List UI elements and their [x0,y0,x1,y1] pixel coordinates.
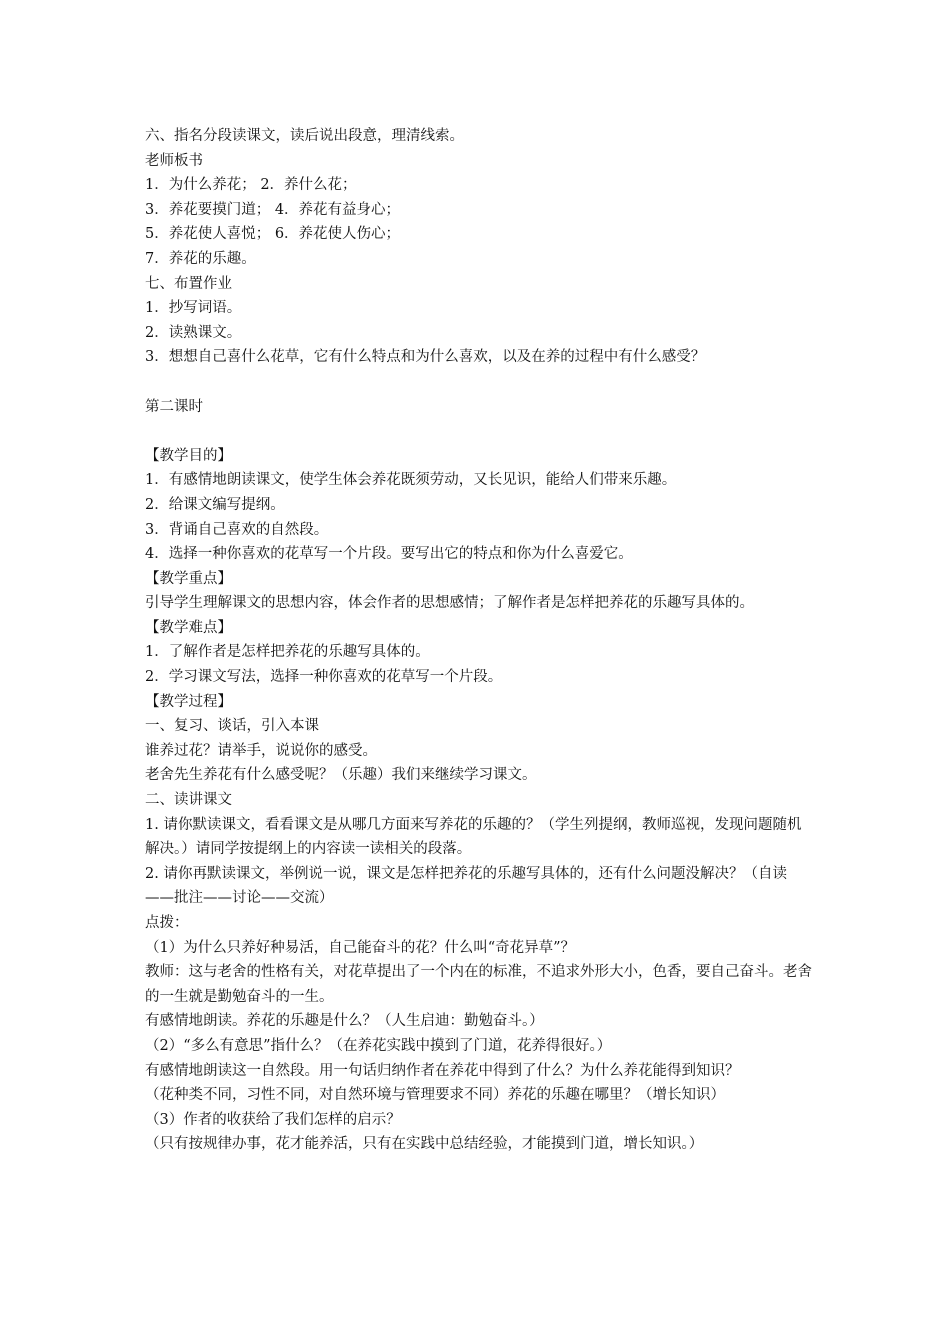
process-line: 一、复习、谈话，引入本课 [145,718,319,735]
process-line: （花种类不同，习性不同，对自然环境与管理要求不同）养花的乐趣在哪里？（增长知识） [145,1087,725,1104]
process-line: （2）“多么有意思”指什么？（在养花实践中摸到了门道，花养得很好。） [145,1037,612,1054]
process-line: 二、读讲课文 [145,792,232,809]
board-line: 1．为什么养花； 2．养什么花； [145,177,357,194]
process-line: 1. 请你默读课文，看看课文是从哪几方面来写养花的乐趣的？（学生列提纲，教师巡视，发现问题随机解决。）请同学按提纲上的内容读一读相关的段落。 [145,816,802,858]
goal-item: 4．选择一种你喜欢的花草写一个片段。要写出它的特点和你为什么喜爱它。 [145,546,633,563]
process-line: 点拨： [145,915,189,931]
blank-line [145,370,815,395]
goals-heading: 【教学目的】 [145,447,232,464]
process-line: （3）作者的收获给了我们怎样的启示？ [145,1111,401,1128]
difficulty-item: 1．了解作者是怎样把养花的乐趣写具体的。 [145,644,430,661]
homework-item: 2．读熟课文。 [145,324,242,341]
blank-line [145,419,815,444]
document-page [145,124,815,1157]
process-line: 有感情地朗读。养花的乐趣是什么？（人生启迪：勤勉奋斗。） [145,1013,544,1030]
board-line: 5．养花使人喜悦； 6．养花使人伤心； [145,226,401,243]
lesson-two-title: 第二课时 [145,398,203,415]
goal-item: 1．有感情地朗读课文，使学生体会养花既须劳动，又长见识，能给人们带来乐趣。 [145,472,677,489]
process-line: 老舍先生养花有什么感受呢？（乐趣）我们来继续学习课文。 [145,767,537,784]
goal-item: 3．背诵自己喜欢的自然段。 [145,521,329,538]
section-six-heading: 六、指名分段读课文，读后说出段意，理清线索。 [145,128,464,144]
board-line: 7．养花的乐趣。 [145,250,256,267]
process-heading: 【教学过程】 [145,693,232,710]
difficulty-heading: 【教学难点】 [145,619,232,636]
process-line: 谁养过花？请举手，说说你的感受。 [145,742,377,759]
process-line: 有感情地朗读这一自然段。用一句话归纳作者在养花中得到了什么？为什么养花能得到知识？ [145,1062,740,1079]
key-point-heading: 【教学重点】 [145,570,232,587]
homework-item: 3．想想自己喜什么花草，它有什么特点和为什么喜欢，以及在养的过程中有什么感受？ [145,349,706,366]
section-seven-heading: 七、布置作业 [145,275,232,292]
board-line: 3．养花要摸门道； 4．养花有益身心； [145,201,401,218]
process-line: 2. 请你再默读课文，举例说一说，课文是怎样把养花的乐趣写具体的，还有什么问题没解决？（自读——批注——讨论——交流） [145,865,787,907]
process-line: 教师：这与老舍的性格有关，对花草提出了一个内在的标准，不追求外形大小，色香，要自己奋斗。老舍的一生就是勤勉奋斗的一生。 [145,964,812,1005]
homework-item: 1．抄写词语。 [145,300,242,317]
process-line: （只有按规律办事，花才能养活，只有在实践中总结经验，才能摸到门道，增长知识。） [145,1136,704,1153]
key-point-text: 引导学生理解课文的思想内容，体会作者的思想感情；了解作者是怎样把养花的乐趣写具体的。 [145,595,754,612]
goal-item: 2．给课文编写提纲。 [145,496,285,513]
difficulty-item: 2．学习课文写法，选择一种你喜欢的花草写一个片段。 [145,669,503,686]
process-line: （1）为什么只养好种易活，自己能奋斗的花？什么叫“奇花异草”？ [145,939,576,956]
board-title: 老师板书 [145,152,203,169]
